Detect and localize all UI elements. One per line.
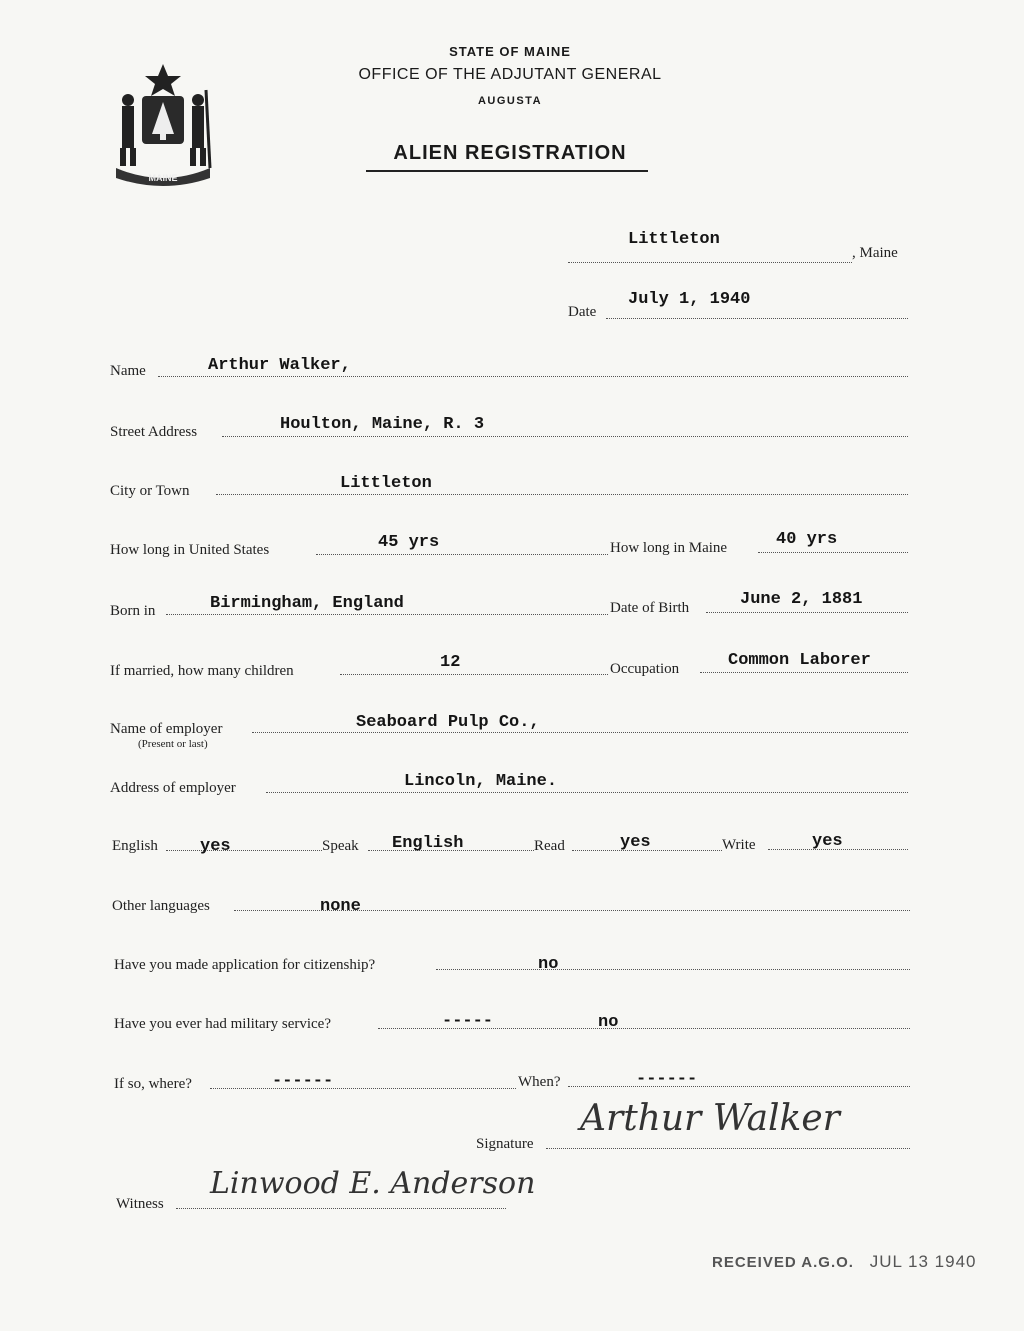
citizenship-label: Have you made application for citizenship? [114,957,376,973]
write-label: Write [722,837,756,853]
name-value: Arthur Walker, [208,356,351,375]
english-line [166,850,322,851]
born-in-line [166,614,608,615]
witness-signature: Linwood E. Anderson [210,1166,536,1201]
witness-label: Witness [116,1196,164,1212]
state-heading: STATE OF MAINE [449,44,571,59]
occupation-value: Common Laborer [728,651,871,670]
city-heading: AUGUSTA [477,95,543,107]
employer-sublabel: (Present or last) [138,738,208,750]
occupation-label: Occupation [610,661,680,677]
street-value: Houlton, Maine, R. 3 [280,415,485,434]
name-line [158,376,908,377]
military-dash-value: ----- [442,1012,494,1031]
signature-line [546,1148,910,1149]
city-line [216,494,908,495]
where-line [210,1088,516,1089]
speak-value: English [392,834,464,853]
read-label: Read [534,838,565,854]
title-underline [366,170,648,172]
street-line [222,436,908,437]
employer-address-value: Lincoln, Maine. [404,772,558,791]
write-value: yes [812,832,843,851]
office-heading: OFFICE OF THE ADJUTANT GENERAL [358,66,662,83]
date-label: Date [568,304,597,320]
where-label: If so, where? [114,1076,192,1092]
when-label: When? [518,1074,561,1090]
dob-line [706,612,908,613]
when-line [568,1086,910,1087]
occupation-line [700,672,908,673]
born-in-label: Born in [110,603,156,619]
employer-line [252,732,908,733]
read-value: yes [620,833,651,852]
employer-address-line [266,792,908,793]
witness-line [176,1208,506,1209]
maine-state-seal-icon [106,60,220,188]
english-value: yes [200,837,231,856]
where-value: ------ [272,1072,334,1091]
us-duration-label: How long in United States [110,542,270,558]
name-label: Name [110,363,146,379]
when-value: ------ [636,1070,698,1089]
maine-duration-value: 40 yrs [776,530,838,549]
place-value: Littleton [628,230,720,249]
employer-value: Seaboard Pulp Co., [356,713,540,732]
place-line [568,262,852,263]
us-duration-line [316,554,608,555]
place-suffix: , Maine [852,245,898,261]
other-languages-value: none [320,897,361,916]
citizenship-line [436,969,910,970]
received-stamp-date: JUL 13 1940 [869,1252,977,1271]
city-value: Littleton [340,474,432,493]
date-line [606,318,908,319]
military-label: Have you ever had military service? [114,1016,331,1032]
children-line [340,674,608,675]
dob-value: June 2, 1881 [740,590,863,609]
seal-text: MAINE [148,173,178,183]
dob-label: Date of Birth [610,600,690,616]
speak-label: Speak [322,838,359,854]
employer-label: Name of employer [110,721,223,737]
born-in-value: Birmingham, England [210,594,404,613]
signature-label: Signature [476,1136,534,1152]
street-label: Street Address [110,424,198,440]
english-label: English [112,838,158,854]
received-stamp [712,1252,976,1272]
military-value: no [598,1013,619,1032]
other-languages-label: Other languages [112,898,210,914]
children-value: 12 [440,653,461,672]
children-label: If married, how many children [110,663,294,679]
city-label: City or Town [110,483,190,499]
employer-address-label: Address of employer [110,780,236,796]
us-duration-value: 45 yrs [378,533,440,552]
citizenship-value: no [538,955,559,974]
form-title: ALIEN REGISTRATION [393,142,627,164]
received-stamp-label: RECEIVED A.G.O. [712,1254,854,1271]
maine-duration-line [758,552,908,553]
date-value: July 1, 1940 [628,290,751,309]
maine-duration-label: How long in Maine [610,540,728,556]
signature-value: Arthur Walker [580,1098,840,1139]
